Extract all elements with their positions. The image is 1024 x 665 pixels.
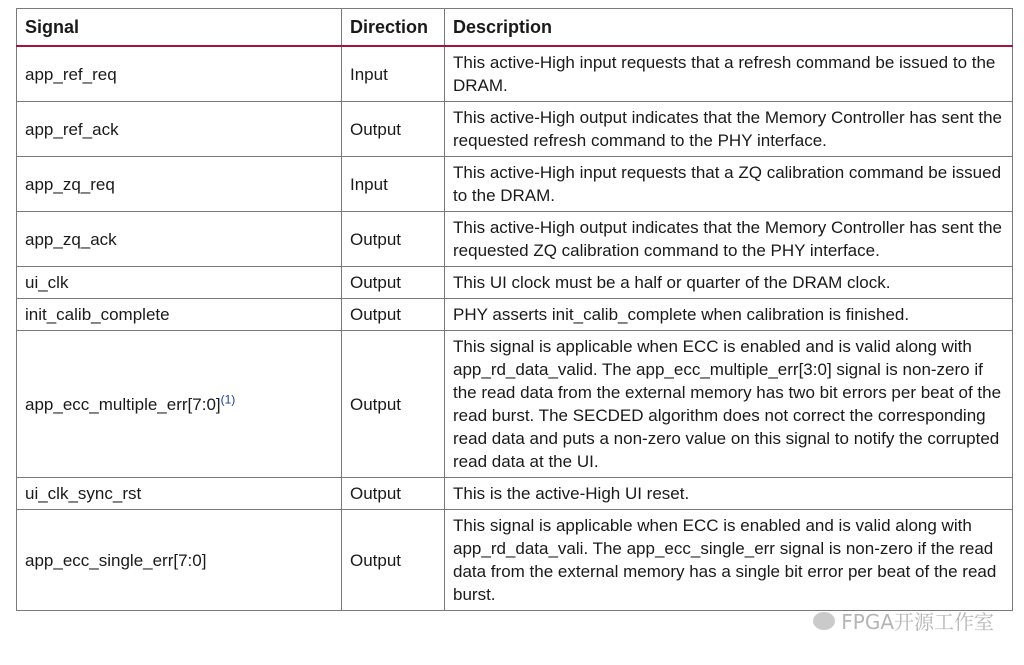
direction-cell: Output — [342, 102, 445, 157]
signal-cell: app_ref_ack — [17, 102, 342, 157]
description-cell: This UI clock must be a half or quarter of the DRAM clock. — [445, 267, 1013, 299]
signal-cell — [17, 331, 342, 478]
signal-cell: app_ecc_single_err[7:0] — [17, 510, 342, 611]
signal-cell: ui_clk — [17, 267, 342, 299]
signal-cell: app_zq_ack — [17, 212, 342, 267]
direction-cell: Output — [342, 212, 445, 267]
signal-name: app_ecc_multiple_err[7:0] — [25, 394, 221, 414]
header-direction: Direction — [342, 9, 445, 47]
signal-cell: init_calib_complete — [17, 299, 342, 331]
header-signal: Signal — [17, 9, 342, 47]
direction-cell: Input — [342, 157, 445, 212]
table-row — [17, 212, 1013, 267]
watermark-text: FPGA开源工作室 — [841, 610, 994, 634]
header-description: Description — [445, 9, 1013, 47]
wechat-logo-icon — [813, 612, 835, 630]
description-cell: This active-High output indicates that the Memory Controller has sent the requested refresh command to the PHY interface. — [445, 102, 1013, 157]
direction-cell: Output — [342, 267, 445, 299]
description-cell: This active-High input requests that a ZQ calibration command be issued to the DRAM. — [445, 157, 1013, 212]
direction-cell: Output — [342, 478, 445, 510]
table-row — [17, 46, 1013, 102]
description-cell: This active-High input requests that a refresh command be issued to the DRAM. — [445, 46, 1013, 102]
description-cell: PHY asserts init_calib_complete when calibration is finished. — [445, 299, 1013, 331]
table-row — [17, 478, 1013, 510]
table-header-row — [17, 9, 1013, 47]
description-cell: This signal is applicable when ECC is enabled and is valid along with app_rd_data_valid. The app_ecc_multiple_err[3:0] signal is non-zero if the read data from the external memory has two bit errors per beat of the read burst. The SECDED algorithm does not correct the corresponding read data and puts a non-zero value on this signal to notify the corrupted read data at the UI. — [445, 331, 1013, 478]
table-row — [17, 510, 1013, 611]
description-cell: This active-High output indicates that the Memory Controller has sent the requested ZQ calibration command to the PHY interface. — [445, 212, 1013, 267]
signal-cell: app_ref_req — [17, 46, 342, 102]
signal-cell: app_zq_req — [17, 157, 342, 212]
direction-cell: Input — [342, 46, 445, 102]
table-row — [17, 157, 1013, 212]
description-cell: This is the active-High UI reset. — [445, 478, 1013, 510]
footnote-link[interactable]: (1) — [220, 391, 236, 406]
table-row — [17, 331, 1013, 478]
signal-cell: ui_clk_sync_rst — [17, 478, 342, 510]
watermark — [813, 606, 994, 635]
table-row — [17, 299, 1013, 331]
direction-cell: Output — [342, 510, 445, 611]
description-cell: This signal is applicable when ECC is enabled and is valid along with app_rd_data_vali. The app_ecc_single_err signal is non-zero if the read data from the external memory has a single bit error per beat of the read burst. — [445, 510, 1013, 611]
signal-table — [16, 8, 1013, 611]
table-row — [17, 267, 1013, 299]
table-row — [17, 102, 1013, 157]
direction-cell: Output — [342, 299, 445, 331]
direction-cell: Output — [342, 331, 445, 478]
